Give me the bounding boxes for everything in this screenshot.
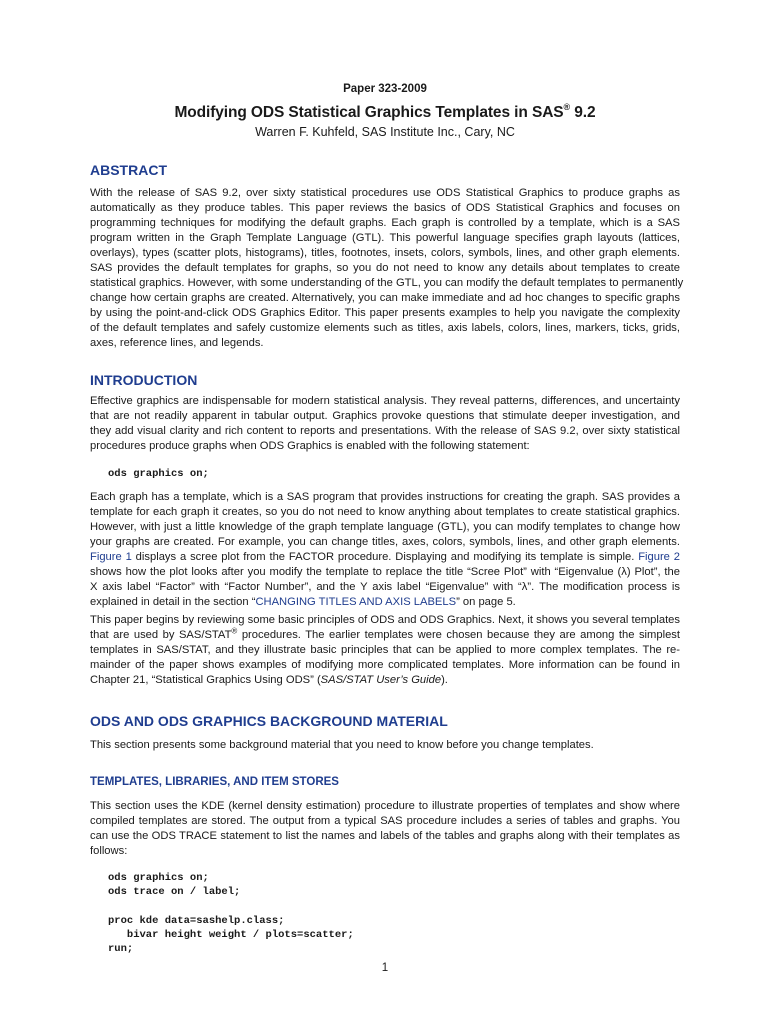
- paper-number: Paper 323-2009: [343, 83, 427, 95]
- code-line: bivar height weight / plots=scatter;: [108, 928, 354, 941]
- section-link-changing-titles[interactable]: CHANGING TITLES AND AXIS LABELS: [255, 596, 457, 608]
- text-line: SAS provides the default templates for graphs, so you do not need to know any details about templates to create: [90, 262, 680, 274]
- background-heading: ODS AND ODS GRAPHICS BACKGROUND MATERIAL: [90, 713, 448, 729]
- code-line: run;: [108, 943, 134, 956]
- text-line: This paper begins by reviewing some basic principles of ODS and ODS Graphics. Next, it shows you several templates: [90, 614, 680, 626]
- registered-mark: ®: [563, 101, 571, 112]
- text-line: programming techniques for modifying the default graphs. Each graph is controlled by a template, which is a SAS: [90, 217, 680, 229]
- text-line: can use the ODS TRACE statement to list the names and labels of the tables and graphs along with their templates as: [90, 830, 680, 842]
- code-line: ods trace on / label;: [108, 886, 241, 899]
- registered-mark: ®: [231, 626, 238, 636]
- text-fragment: ).: [441, 674, 448, 686]
- figure-1-link[interactable]: Figure 1: [90, 551, 132, 563]
- text-fragment: displays a scree plot from the FACTOR procedure. Displaying and modifying its template is simple.: [131, 551, 639, 563]
- text-line: follows:: [90, 845, 128, 857]
- text-line: [90, 550, 680, 565]
- text-line: they add visual clarity and rich content to reports and presentations. With the release of SAS 9.2, over sixty statistical: [90, 425, 680, 437]
- text-line: axes, reference lines, and legends.: [90, 337, 264, 349]
- text-line: [90, 673, 680, 688]
- text-line: automatically as they produce tables. This paper reviews the basics of ODS Statistical Graphics and focuses on: [90, 202, 680, 214]
- intro-paragraph-2: [90, 490, 680, 610]
- text-line: mainder of the paper shows examples of modifying more complicated templates. More information can be found in: [90, 659, 680, 671]
- title-version: 9.2: [570, 104, 596, 121]
- abstract-heading: ABSTRACT: [90, 162, 167, 178]
- text-line: program written in the Graph Template Language (GTL). This powerful language specifies graph layouts (lattices,: [90, 232, 680, 244]
- text-fragment: explained in detail in the section “: [90, 596, 256, 608]
- text-line: compiled templates are stored. The output from a typical SAS procedure includes a series of tables and graphs. You: [90, 815, 680, 827]
- book-title: SAS/STAT User’s Guide: [320, 674, 442, 686]
- code-block-kde: [108, 871, 354, 956]
- page-number: 1: [381, 962, 389, 974]
- text-line: With the release of SAS 9.2, over sixty statistical procedures use ODS Statistical Graphics to produce graphs as: [90, 187, 680, 199]
- text-line: [90, 595, 680, 610]
- paper-title: [90, 101, 680, 122]
- text-line: shows how the plot looks after you modify the template to replace the title “Scree Plot” with “Eigenvalue (λ) Plot”, the: [90, 566, 680, 578]
- text-line: statistical graphics. However, with some understanding of the GTL, you can modify the default templates to permanently: [90, 277, 684, 289]
- author-line: Warren F. Kuhfeld, SAS Institute Inc., Cary, NC: [255, 125, 515, 139]
- code-line: proc kde data=sashelp.class;: [108, 914, 285, 927]
- text-fragment: that are used by SAS/STAT: [90, 629, 232, 641]
- text-line: by using the point-and-click ODS Graphics Editor. This paper presents examples to help you navigate the complexity: [90, 307, 680, 319]
- title-main: Modifying ODS Statistical Graphics Templates in SAS: [174, 104, 564, 121]
- code-line: ods graphics on;: [108, 872, 209, 884]
- abstract-paragraph: [90, 186, 684, 351]
- text-line: overlays), types (scatter plots, histograms), titles, footnotes, insets, colors, symbols, lines, and other graph elements.: [90, 247, 680, 259]
- introduction-heading: INTRODUCTION: [90, 372, 198, 388]
- text-line: [90, 628, 680, 643]
- intro-paragraph-3: [90, 613, 680, 688]
- code-ods-graphics: ods graphics on;: [108, 468, 209, 480]
- text-line: This section uses the KDE (kernel density estimation) procedure to illustrate properties of templates and show where: [90, 800, 680, 812]
- text-line: Effective graphics are indispensable for modern statistical analysis. They reveal patterns, differences, and uncertainty: [90, 395, 680, 407]
- text-line: of the default templates and safely customize elements such as titles, axis labels, colors, lines, markers, ticks, grids,: [90, 322, 680, 334]
- text-line: However, with just a little knowledge of the graph template language (GTL), you can modify templates to change how: [90, 521, 680, 533]
- templates-heading: TEMPLATES, LIBRARIES, AND ITEM STORES: [90, 776, 339, 788]
- text-line: your graphs are created. For example, you can change titles, axes, colors, symbols, lines, and other graph elements.: [90, 536, 680, 548]
- text-fragment: ” on page 5.: [456, 596, 516, 608]
- text-line: template for each graph it creates, so you do not need to know anything about templates to create statistical graphics.: [90, 506, 680, 518]
- text-line: that are not readily apparent in tabular output. Graphics provoke questions that stimulate deeper investigation, and: [90, 410, 680, 422]
- text-line: X axis label “Factor” with “Factor Number”, and the Y axis label “Eigenvalue” with “λ”. The modification process is: [90, 581, 680, 593]
- text-line: templates in SAS/STAT, and they illustrate basic principles that can be applied to more complex templates. The re-: [90, 644, 680, 656]
- figure-2-link[interactable]: Figure 2: [638, 551, 680, 563]
- templates-paragraph: [90, 799, 680, 859]
- background-paragraph: [90, 738, 680, 753]
- text-line: procedures produce graphs when ODS Graphics is enabled with the following statement:: [90, 440, 530, 452]
- text-fragment: Chapter 21, “Statistical Graphics Using ODS” (: [90, 674, 321, 686]
- text-line: This section presents some background material that you need to know before you change templates.: [90, 739, 594, 751]
- text-line: change how certain graphs are created. Alternatively, you can make immediate and ad hoc changes to specific graphs: [90, 292, 680, 304]
- code-line: [108, 899, 354, 913]
- text-line: Each graph has a template, which is a SAS program that provides instructions for creating the graph. SAS provides a: [90, 491, 680, 503]
- text-fragment: procedures. The earlier templates were chosen because they are among the simplest: [237, 629, 680, 641]
- intro-paragraph-1: [90, 394, 680, 454]
